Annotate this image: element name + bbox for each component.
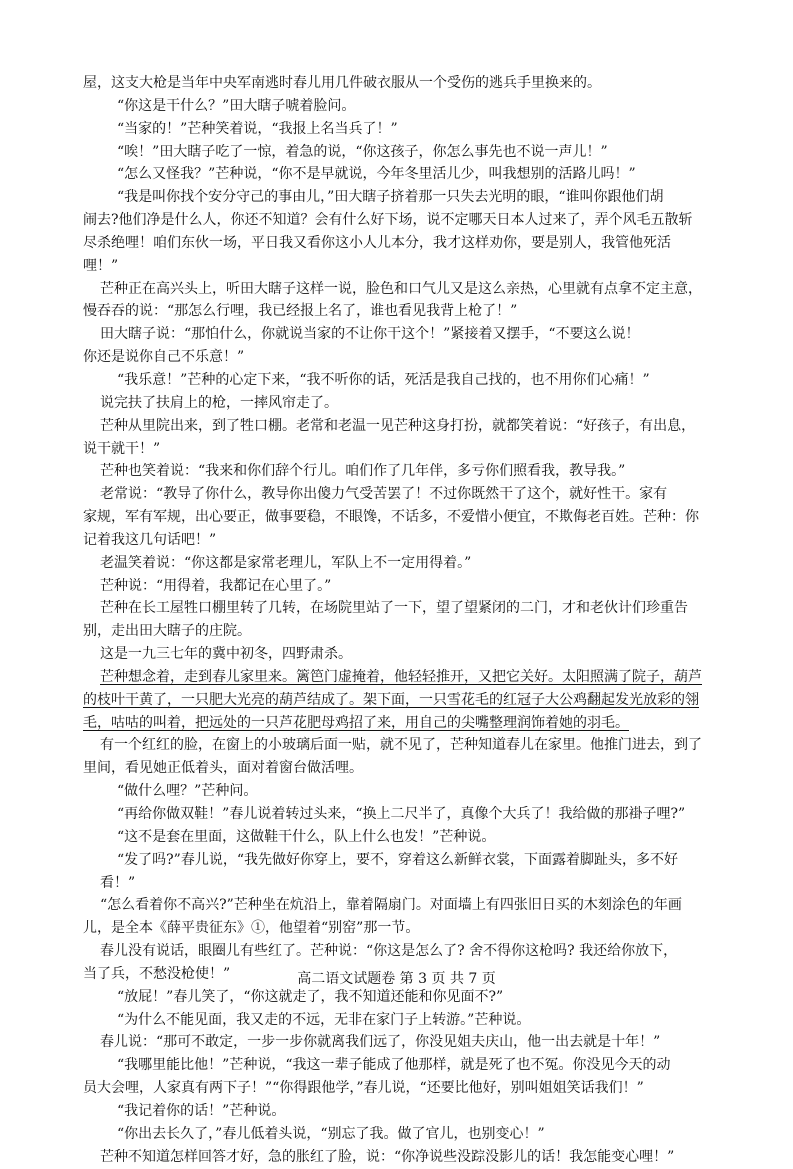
text-line: 当了兵，不愁没枪使！” (83, 965, 231, 982)
text-line: “发了吗?”春儿说，“我先做好你穿上，要不，穿着这么新鲜衣裳，下面露着脚趾头，多不好 (117, 851, 678, 868)
text-line: “放屁！”春儿笑了，“你这就走了，我不知道还能和你见面不?” (117, 988, 504, 1005)
text-line: 说完扶了扶肩上的枪，一摔风帘走了。 (100, 394, 338, 411)
text-line: 哩！” (83, 257, 119, 274)
text-line: 屋，这支大枪是当年中央军南逃时春儿用几件破衣服从一个受伤的逃兵手里换来的。 (83, 75, 601, 91)
text-line: 里间，看见她正低着头，面对着窗台做活哩。 (83, 760, 363, 777)
text-line: 看！” (100, 874, 136, 891)
text-line: “唉！”田大瞎子吃了一惊，着急的说，“你这孩子，你怎么事先也不说一声儿！” (117, 143, 608, 160)
text-line: “你出去长久了，”春儿低着头说，“别忘了我。做了官儿，也别变心！” (117, 1125, 545, 1142)
story-text (83, 72, 755, 1169)
text-line: 春儿说：“那可不敢定，一步一步你就离我们远了，你没见姐夫庆山，他一出去就是十年！” (100, 1034, 661, 1051)
underlined-text-line: 芒种想念着，走到春儿家里来。篱笆门虚掩着，他轻轻推开，又把它关好。太阳照满了院子，葫芦 (100, 668, 702, 685)
text-line: “当家的！”芒种笑着说，“我报上名当兵了！” (117, 120, 398, 137)
text-line: 芒种也笑着说：“我来和你们辞个行儿。咱们作了几年伴，多亏你们照看我，教导我。” (100, 463, 626, 480)
text-line: 老常说：“教导了你什么，教导你出傻力气受苦罢了！不过你既然干了这个，就好性干。家有 (100, 486, 668, 503)
text-line: 闹去?他们净是什么人，你还不知道？会有什么好下场，说不定哪天日本人过来了，弄个风毛五散斩 (83, 212, 693, 229)
text-line: “我记着你的话！”芒种说。 (117, 1102, 286, 1119)
text-line: 田大瞎子说：“那怕什么，你就说当家的不让你干这个！”紧接着又摆手，“不要这么说！ (100, 326, 640, 343)
text-line: 儿，是全本《薛平贵征东》①，他望着“别窑”那一节。 (83, 920, 420, 937)
text-line: 有一个红红的脸，在窗上的小玻璃后面一贴，就不见了，芒种知道春儿在家里。他推门进去，到了 (100, 737, 702, 754)
underlined-text-line: 毛，咕咕的叫着，把远处的一只芦花肥母鸡招了来，用自己的尖嘴整理润饰着她的羽毛。 (83, 714, 629, 731)
underlined-text-line: 的枝叶干黄了，一只肥大光亮的葫芦结成了。架下面，一只雪花毛的红冠子大公鸡翻起发光放彩的翎 (83, 691, 699, 708)
text-line: 说干就干！” (83, 440, 161, 457)
text-line: “怎么又怪我？”芒种说，“你不是早就说，今年冬里活儿少，叫我想别的活路儿吗！” (117, 166, 636, 183)
text-line: 芒种在长工屋牲口棚里转了几转，在场院里站了一下，望了望紧闭的二门，才和老伙计们珍重告 (100, 600, 688, 617)
page-footer: 高二语文试题卷 第 3 页 共 7 页 (297, 971, 496, 987)
text-line: “这不是套在里面，这做鞋干什么，队上什么也发！”芒种说。 (117, 828, 496, 845)
text-line: “怎么看着你不高兴?”芒种坐在炕沿上，靠着隔扇门。对面墙上有四张旧日买的木刻涂色的年画 (100, 897, 682, 914)
text-line: “为什么不能见面，我又走的不远，无非在家门子上转游。”芒种说。 (117, 1011, 531, 1028)
text-line: 员大会哩，人家真有两下子！”“你得跟他学，”春儿说，“还要比他好，别叫姐姐笑话我们！” (83, 1080, 644, 1097)
text-line: “我是叫你找个安分守己的事由儿，”田大瞎子挤着那一只失去光明的眼，“谁叫你跟他们胡 (117, 189, 664, 206)
text-line: 春儿没有说话，眼圈儿有些红了。芒种说：“你这是怎么了? 舍不得你这枪吗? 我还给你放下， (100, 943, 678, 960)
text-line: 你还是说你自己不乐意！” (83, 349, 245, 366)
text-line: 芒种说：“用得着，我都记在心里了。” (100, 577, 332, 594)
text-line: “我乐意！”芒种的心定下来，“我不听你的话，死活是我自己找的，也不用你们心痛！” (117, 371, 650, 388)
text-line: 老温笑着说：“你这都是家常老理儿，军队上不一定用得着。” (100, 554, 472, 571)
text-line: “我哪里能比他！”芒种说，“我这一辈子能成了他那样，就是死了也不冤。你没见今天的动 (117, 1057, 671, 1074)
text-line: 芒种不知道怎样回答才好，急的胀红了脸，说：“你净说些没踪没影儿的话！我怎能变心哩！” (100, 1148, 675, 1165)
text-line: “做什么哩？”芒种问。 (117, 783, 258, 800)
text-line: 别，走出田大瞎子的庄院。 (83, 623, 251, 640)
text-line: 尽杀绝哩！咱们东伙一场，平日我又看你这小人儿本分，我才这样劝你，要是别人，我管他死活 (83, 234, 671, 251)
text-line: 这是一九三七年的冀中初冬，四野肃杀。 (100, 646, 352, 663)
text-line: 家规，军有军规，出心要正，做事要稳，不眼馋，不话多，不爱惜小便宜，不欺侮老百姓。芒种：你 (83, 509, 699, 526)
text-line: 芒种正在高兴头上，听田大瞎子这样一说，脸色和口气儿又是这么亲热，心里就有点拿不定主意， (100, 280, 702, 297)
text-line: 记着我这几句话吧！” (83, 531, 217, 548)
text-line: “你这是干什么？”田大瞎子唬着脸问。 (117, 97, 356, 114)
text-line: 慢吞吞的说：“那怎么行哩，我已经报上名了，谁也看见我背上枪了！” (83, 303, 518, 320)
text-line: 芒种从里院出来，到了牲口棚。老常和老温一见芒种这身打扮，就都笑着说：“好孩子，有出息， (100, 417, 696, 434)
text-line: “再给你做双鞋！”春儿说着转过头来，“换上二尺半了，真像个大兵了！我给做的那褂子哩?” (117, 806, 686, 822)
